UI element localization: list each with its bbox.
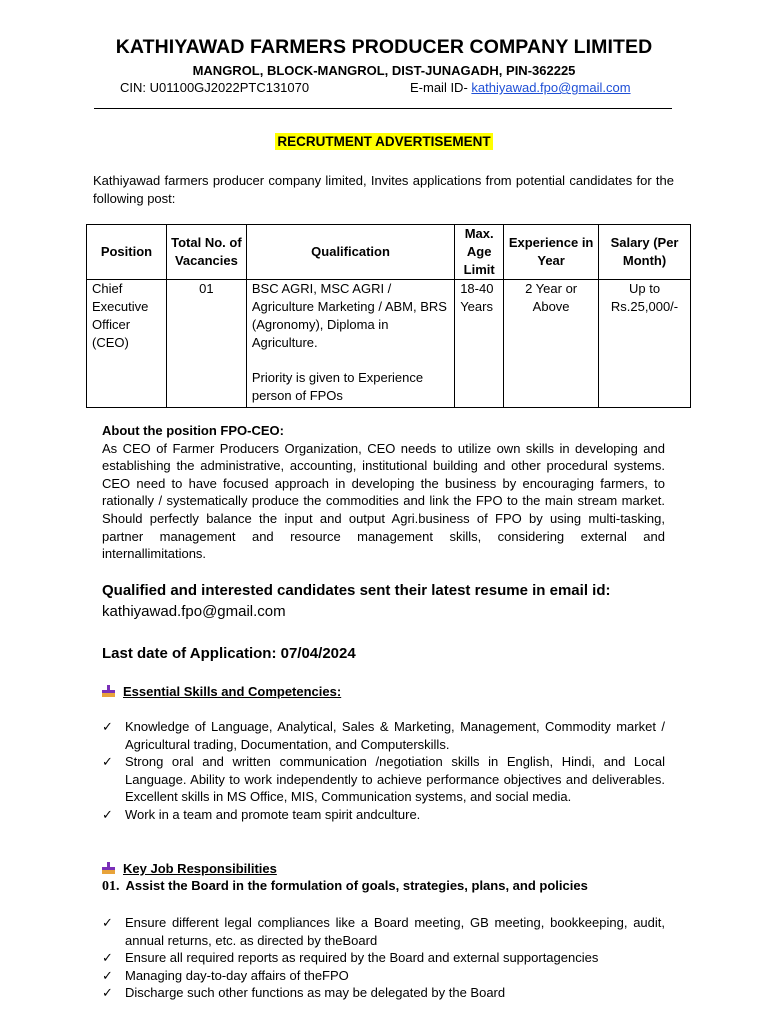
responsibilities-heading: Key Job Responsibilities bbox=[123, 861, 277, 876]
company-title: KATHIYAWAD FARMERS PRODUCER COMPANY LIMITED bbox=[115, 36, 653, 58]
vacancy-table bbox=[86, 224, 691, 408]
list-item bbox=[102, 718, 665, 753]
responsibility-text: Assist the Board in the formulation of goals, strategies, plans, and policies bbox=[125, 878, 588, 893]
cell-qualification bbox=[246, 280, 454, 408]
header-salary: Salary (Per Month) bbox=[599, 225, 691, 280]
email-label: E-mail ID- bbox=[410, 80, 472, 95]
list-item bbox=[102, 949, 665, 967]
check-icon: ✓ bbox=[102, 806, 113, 822]
header-qualification: Qualification bbox=[246, 225, 454, 280]
cin-number: CIN: U01100GJ2022PTC131070 bbox=[120, 80, 310, 95]
responsibility-item: Ensure all required reports as required by the Board and external supportagencies bbox=[125, 950, 599, 966]
email-line bbox=[410, 80, 631, 95]
check-icon: ✓ bbox=[102, 719, 113, 734]
table-row bbox=[87, 280, 691, 408]
about-section bbox=[102, 422, 665, 563]
cell-age: 18-40 Years bbox=[455, 280, 504, 408]
numbered-responsibility bbox=[102, 878, 588, 895]
cell-salary: Up to Rs.25,000/- bbox=[599, 280, 691, 408]
list-item bbox=[102, 914, 665, 949]
pointer-bullet-icon bbox=[102, 685, 116, 697]
header-position: Position bbox=[87, 225, 167, 280]
responsibility-number: 01. bbox=[102, 879, 120, 894]
cell-vacancies: 01 bbox=[166, 280, 246, 408]
header-experience: Experience in Year bbox=[504, 225, 599, 280]
skills-list bbox=[102, 718, 665, 824]
about-text: As CEO of Farmer Producers Organization, CEO needs to utilize own skills in developing and establishing the administrative, accounting, institutional building and other procedural systems. CEO need to have focused approach in developing the business by encouraging farmers, to rationally / systematically produce the commodities and link the FPO to the main stream market. Should perfectly balance the input and output Agri.business of FPO by using multi-tasking, partner management and resource management skills, considering external and internallimitations. bbox=[102, 440, 665, 562]
skill-text: Work in a team and promote team spirit andculture. bbox=[125, 806, 421, 822]
advertisement-title: RECRUTMENT ADVERTISEMENT bbox=[277, 134, 491, 149]
check-icon: ✓ bbox=[102, 754, 113, 770]
skill-text: Strong oral and written communication /negotiation skills in English, Hindi, and Local Language. Ability to work independently to achieve performance objectives and deliverables. Excellent skills in MS Office, MIS, Communication systems, and social media. bbox=[125, 754, 665, 805]
list-item bbox=[102, 753, 665, 806]
priority-text: Priority is given to Experience person of FPOs bbox=[251, 370, 424, 403]
list-item bbox=[102, 967, 665, 985]
check-icon: ✓ bbox=[102, 967, 113, 983]
skills-heading: Essential Skills and Competencies: bbox=[123, 684, 342, 699]
cell-experience: 2 Year or Above bbox=[504, 280, 599, 408]
header-vacancies: Total No. of Vacancies bbox=[166, 225, 246, 280]
apply-instruction: Qualified and interested candidates sent their latest resume in email id: bbox=[102, 582, 611, 599]
table-header-row bbox=[87, 225, 691, 280]
skill-text: Knowledge of Language, Analytical, Sales & Marketing, Management, Commodity market / Agricultural trading, Documentation, and Computerskills. bbox=[125, 719, 665, 752]
list-item bbox=[102, 806, 665, 824]
skills-heading-row bbox=[102, 684, 341, 699]
header-email-link[interactable]: kathiyawad.fpo@gmail.com bbox=[471, 80, 631, 95]
about-heading: About the position FPO-CEO: bbox=[102, 423, 284, 438]
last-date: Last date of Application: 07/04/2024 bbox=[102, 645, 356, 662]
responsibility-item: Managing day-to-day affairs of theFPO bbox=[125, 967, 349, 983]
qualification-text: BSC AGRI, MSC AGRI / Agriculture Marketing / ABM, BRS (Agronomy), Diploma in Agriculture. bbox=[251, 281, 447, 350]
check-icon: ✓ bbox=[102, 985, 113, 1001]
responsibilities-list bbox=[102, 914, 665, 1002]
intro-paragraph: Kathiyawad farmers producer company limited, Invites applications from potential candidates for the following post: bbox=[93, 173, 674, 206]
responsibility-item: Ensure different legal compliances like a Board meeting, GB meeting, bookkeeping, audit, annual returns, etc. as directed by theBoard bbox=[125, 915, 665, 948]
pointer-bullet-icon bbox=[102, 862, 116, 874]
header-divider bbox=[94, 108, 672, 109]
responsibilities-heading-row bbox=[102, 861, 277, 876]
company-address: MANGROL, BLOCK-MANGROL, DIST-JUNAGADH, PIN-362225 bbox=[192, 63, 576, 78]
list-item bbox=[102, 984, 665, 1002]
check-icon: ✓ bbox=[102, 915, 113, 930]
apply-email[interactable]: kathiyawad.fpo@gmail.com bbox=[102, 603, 286, 620]
responsibility-item: Discharge such other functions as may be delegated by the Board bbox=[125, 985, 506, 1001]
cell-position: Chief Executive Officer (CEO) bbox=[87, 280, 167, 408]
advertisement-title-wrap bbox=[0, 134, 768, 149]
header-age-limit: Max. Age Limit bbox=[455, 225, 504, 280]
check-icon: ✓ bbox=[102, 950, 113, 966]
